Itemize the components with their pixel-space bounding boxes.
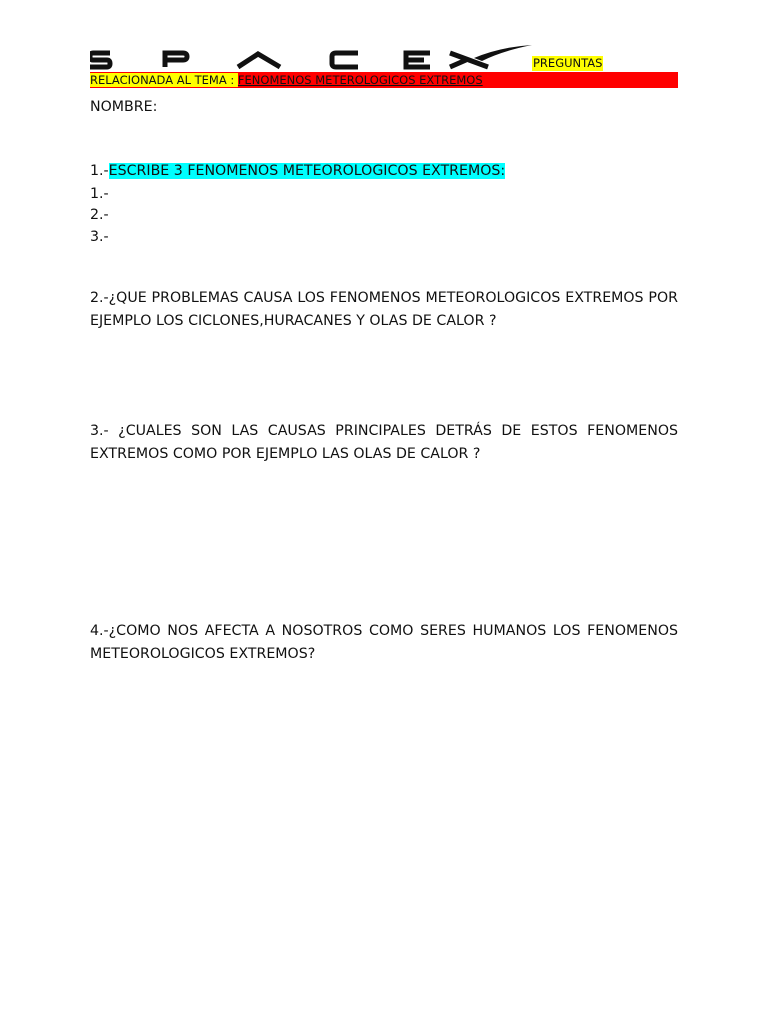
topic-label: RELACIONADA AL TEMA xyxy=(90,73,227,87)
answer-line-2: 2.- xyxy=(90,207,109,223)
question-3-text: ¿CUALES SON LAS CAUSAS PRINCIPALES DETRÁS DE ESTOS FENOMENOS EXTREMOS COMO POR EJEMPLO LAS OLAS DE CALOR ? xyxy=(90,423,678,462)
topic-value: FENOMENOS METEROLOGICOS EXTREMOS xyxy=(237,73,483,87)
spacex-logo xyxy=(90,44,535,70)
question-2-text: ¿QUE PROBLEMAS CAUSA LOS FENOMENOS METEOROLOGICOS EXTREMOS POR EJEMPLO LOS CICLONES,HURACANES Y OLAS DE CALOR ? xyxy=(90,290,678,329)
question-1-number: 1.- xyxy=(90,163,109,179)
nombre-label: NOMBRE: xyxy=(90,99,158,115)
question-4-text: ¿COMO NOS AFECTA A NOSOTROS COMO SERES HUMANOS LOS FENOMENOS METEOROLOGICOS EXTREMOS? xyxy=(90,623,678,662)
question-4-number: 4.- xyxy=(90,623,109,639)
preguntas-label: PREGUNTAS xyxy=(533,56,603,70)
answer-line-1: 1.- xyxy=(90,186,109,202)
topic-bar xyxy=(90,72,678,88)
question-3 xyxy=(90,420,678,466)
question-4 xyxy=(90,620,678,666)
topic-separator: : xyxy=(226,73,238,87)
question-1-text: ESCRIBE 3 FENOMENOS METEOROLOGICOS EXTREMOS: xyxy=(108,163,506,179)
question-3-number: 3.- xyxy=(90,423,109,439)
question-1 xyxy=(90,160,678,183)
answer-line-3: 3.- xyxy=(90,229,109,245)
question-2-number: 2.- xyxy=(90,290,109,306)
question-2 xyxy=(90,287,678,333)
